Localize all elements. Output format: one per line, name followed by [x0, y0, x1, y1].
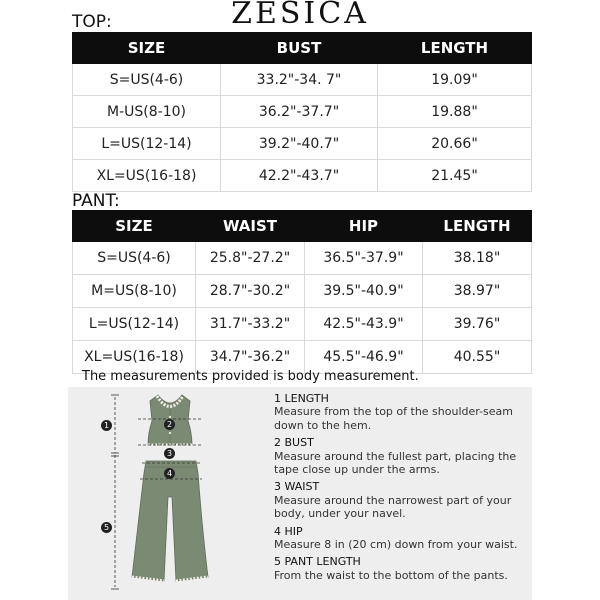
pant-hip-cell: 42.5"-43.9" [305, 308, 423, 341]
top-bust-cell: 42.2"-43.7" [221, 160, 378, 192]
top-length-cell: 19.88" [378, 96, 532, 128]
pant-header-length: LENGTH [423, 211, 532, 242]
top-header-row [73, 33, 532, 64]
legend-item-desc: From the waist to the bottom of the pants. [274, 568, 508, 582]
top-size-cell: S=US(4-6) [73, 64, 221, 96]
pant-size-cell: L=US(12-14) [73, 308, 196, 341]
top-header-length: LENGTH [378, 33, 532, 64]
legend-item [274, 436, 530, 476]
top-header-bust: BUST [221, 33, 378, 64]
measurement-legend [274, 392, 530, 586]
brand-logo: ZESICA [231, 0, 369, 31]
legend-item-title: 5 PANT LENGTH [274, 555, 361, 569]
marker-3-icon: 3 [164, 448, 175, 459]
pant-length-cell: 39.76" [423, 308, 532, 341]
pant-length-cell: 40.55" [423, 341, 532, 374]
pant-section-label: PANT: [72, 191, 120, 211]
top-header-size: SIZE [73, 33, 221, 64]
legend-item-desc: Measure 8 in (20 cm) down from your waist. [274, 538, 518, 552]
pant-size-cell: S=US(4-6) [73, 242, 196, 275]
pant-waist-cell: 28.7"-30.2" [196, 275, 305, 308]
legend-item-title: 1 LENGTH [274, 392, 329, 405]
table-row [73, 64, 532, 96]
pant-hip-cell: 36.5"-37.9" [305, 242, 423, 275]
pant-size-cell: M=US(8-10) [73, 275, 196, 308]
table-row [73, 160, 532, 192]
marker-5-icon: 5 [101, 522, 112, 533]
legend-item [274, 525, 530, 552]
top-bust-cell: 33.2"-34. 7" [221, 64, 378, 96]
table-row [73, 128, 532, 160]
top-size-cell: XL=US(16-18) [73, 160, 221, 192]
pant-size-table [72, 210, 532, 374]
table-row [73, 275, 532, 308]
top-bust-cell: 36.2"-37.7" [221, 96, 378, 128]
legend-item-title: 2 BUST [274, 436, 314, 450]
marker-4-icon: 4 [164, 468, 175, 479]
pant-hip-cell: 45.5"-46.9" [305, 341, 423, 374]
legend-item [274, 392, 530, 432]
pant-header-waist: WAIST [196, 211, 305, 242]
table-row [73, 96, 532, 128]
top-bust-cell: 39.2"-40.7" [221, 128, 378, 160]
legend-item-desc: Measure from the top of the shoulder-seam down to the hem. [274, 405, 514, 432]
legend-item-title: 3 WAIST [274, 480, 320, 494]
marker-1-icon: 1 [101, 420, 112, 431]
pant-waist-cell: 25.8"-27.2" [196, 242, 305, 275]
pant-length-cell: 38.97" [423, 275, 532, 308]
top-length-cell: 21.45" [378, 160, 532, 192]
pant-length-cell: 38.18" [423, 242, 532, 275]
legend-item [274, 555, 530, 582]
legend-item-desc: Measure around the fullest part, placing the tape close up under the arms. [274, 449, 517, 477]
pant-waist-cell: 34.7"-36.2" [196, 341, 305, 374]
pant-hip-cell: 39.5"-40.9" [305, 275, 423, 308]
top-length-cell: 19.09" [378, 64, 532, 96]
top-size-cell: M-US(8-10) [73, 96, 221, 128]
pant-header-row [73, 211, 532, 242]
pant-size-cell: XL=US(16-18) [73, 341, 196, 374]
pant-header-hip: HIP [305, 211, 423, 242]
table-row [73, 308, 532, 341]
top-size-table [72, 32, 532, 192]
top-length-cell: 20.66" [378, 128, 532, 160]
table-row [73, 242, 532, 275]
top-size-cell: L=US(12-14) [73, 128, 221, 160]
legend-item-title: 4 HIP [274, 524, 303, 538]
measurement-note: The measurements provided is body measurement. [82, 369, 419, 384]
top-section-label: TOP: [72, 12, 112, 32]
legend-item [274, 480, 530, 520]
legend-item-desc: Measure around the narrowest part of your body, under your navel. [274, 493, 512, 521]
marker-2-icon: 2 [164, 419, 175, 430]
pant-header-size: SIZE [73, 211, 196, 242]
pant-waist-cell: 31.7"-33.2" [196, 308, 305, 341]
